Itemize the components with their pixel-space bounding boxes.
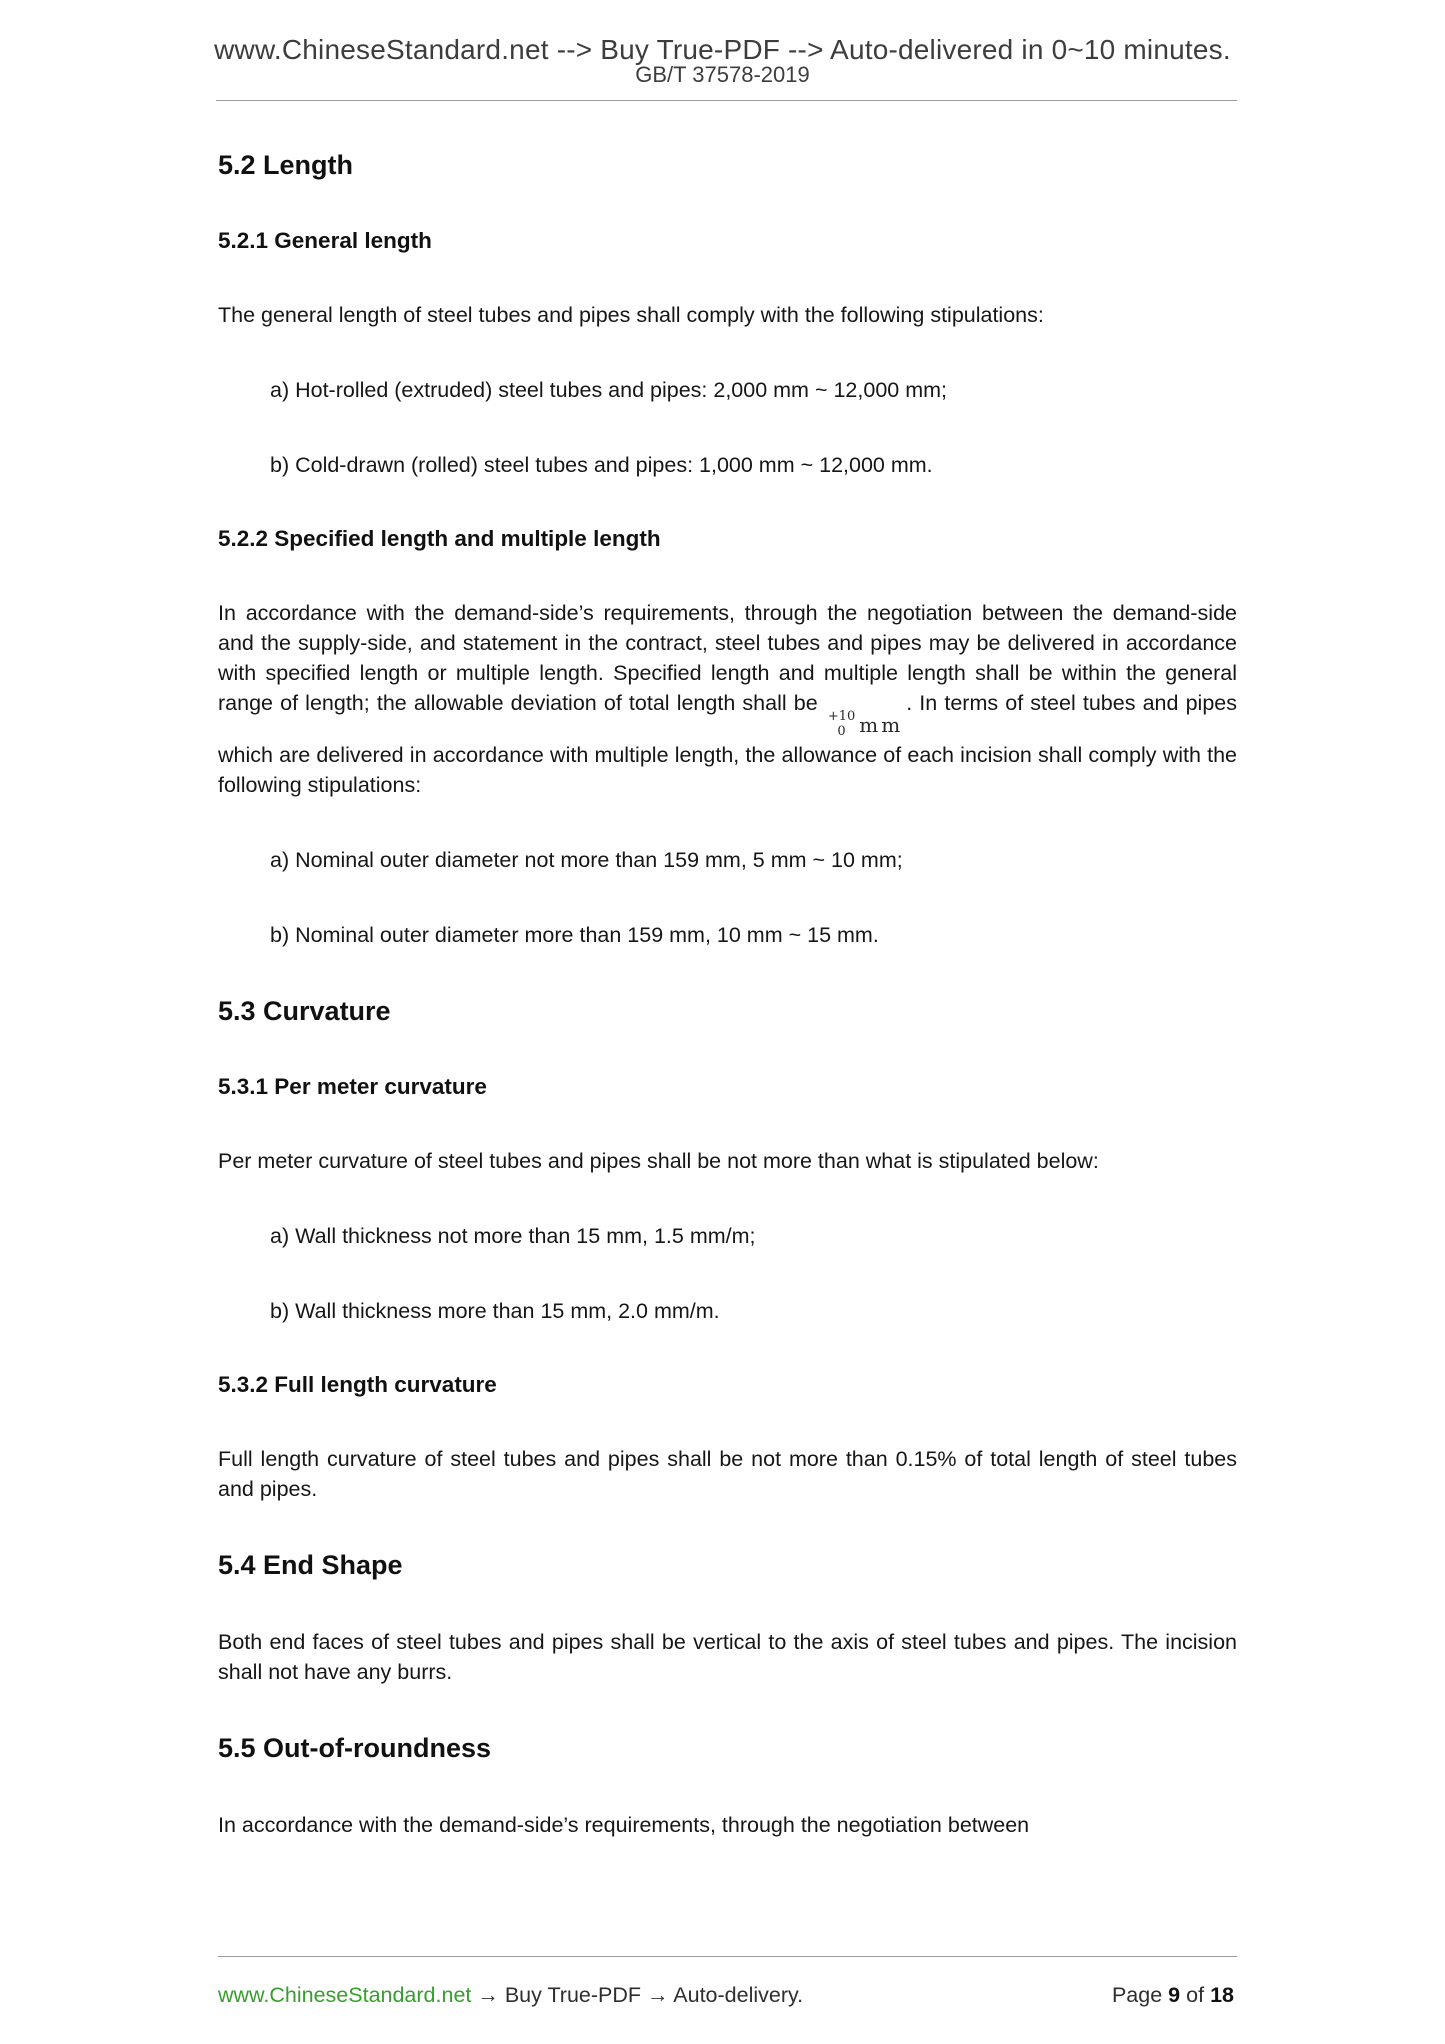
tolerance-unit: mm: [859, 712, 904, 737]
paragraph-out-of-roundness: In accordance with the demand-side’s requirements, through the negotiation between: [218, 1812, 1030, 1837]
paragraph-per-meter-curvature: Per meter curvature of steel tubes and pipes shall be not more than what is stipulated below:: [218, 1148, 1099, 1173]
paragraph-specified-length-pre: In accordance with the demand-side’s requirements, through the negotiation between the demand-side and the supply-side, and statement in the contract, steel tubes and pipes may be delivered in accordance with specified length or multiple length. Specified length and multiple length shall be within the general range of length; the allowable deviation of total length shall be: [218, 601, 1237, 715]
tolerance-upper-value: +10: [827, 709, 856, 724]
header-promo-text: www.ChineseStandard.net --> Buy True-PDF --> Auto-delivered in 0~10 minutes.: [214, 34, 1231, 65]
paragraph-end-shape: Both end faces of steel tubes and pipes shall be vertical to the axis of steel tubes and pipes. The incision shall not have any burrs.: [218, 1629, 1237, 1684]
list-item-cold-drawn: b) Cold-drawn (rolled) steel tubes and pipes: 1,000 mm ~ 12,000 mm.: [270, 453, 933, 477]
section-5-2-1-heading: 5.2.1 General length: [218, 228, 432, 253]
page-header: [0, 0, 1445, 101]
list-item-diameter-more-159: b) Nominal outer diameter more than 159 mm, 10 mm ~ 15 mm.: [270, 922, 879, 947]
current-page-number: 9: [1168, 1983, 1181, 2007]
tolerance-lower-value: 0: [837, 723, 846, 739]
header-divider: [216, 100, 1237, 101]
doc-number: GB/T 37578-2019: [635, 62, 810, 87]
tolerance-stack: [828, 710, 855, 740]
section-5-5-heading: 5.5 Out-of-roundness: [218, 1732, 492, 1763]
section-5-3-2-heading: 5.3.2 Full length curvature: [218, 1371, 497, 1397]
total-page-count: 18: [1210, 1983, 1234, 2007]
list-item-wall-thickness-not-more-15: a) Wall thickness not more than 15 mm, 1.5 mm/m;: [270, 1223, 756, 1248]
list-item-wall-thickness-more-15: b) Wall thickness more than 15 mm, 2.0 mm/m.: [270, 1298, 720, 1323]
paragraph-full-length-curvature: Full length curvature of steel tubes and pipes shall be not more than 0.15% of total length of steel tubes and pipes.: [218, 1446, 1237, 1501]
page-footer: [218, 1956, 1237, 2008]
document-content: [218, 149, 1237, 1840]
section-5-3-heading: 5.3 Curvature: [218, 995, 391, 1026]
list-item-diameter-not-more-159: a) Nominal outer diameter not more than 159 mm, 5 mm ~ 10 mm;: [270, 847, 903, 872]
footer-tagline: [218, 1983, 803, 2008]
of-label: of: [1186, 1983, 1205, 2007]
paragraph-general-length-intro: The general length of steel tubes and pipes shall comply with the following stipulations:: [218, 303, 1044, 327]
page-label: Page: [1111, 1983, 1163, 2007]
footer-site-link[interactable]: www.ChineseStandard.net: [218, 1983, 472, 2007]
paragraph-specified-length: [218, 598, 1237, 800]
section-5-4-heading: 5.4 End Shape: [218, 1549, 403, 1580]
paragraph-specified-length-post: . In terms of steel tubes and pipes which are delivered in accordance with multiple length, the allowance of each incision shall comply with the following stipulations:: [218, 691, 1237, 797]
page-indicator: [1109, 1983, 1237, 2008]
tolerance-notation: [828, 710, 903, 740]
footer-divider: [218, 1956, 1237, 1957]
section-5-2-heading: 5.2 Length: [218, 150, 354, 180]
section-5-2-2-heading: 5.2.2 Specified length and multiple length: [218, 526, 661, 551]
footer-tagline-text: → Buy True-PDF → Auto-delivery.: [471, 1983, 804, 2007]
list-item-hot-rolled: a) Hot-rolled (extruded) steel tubes and pipes: 2,000 mm ~ 12,000 mm;: [270, 378, 947, 402]
section-5-3-1-heading: 5.3.1 Per meter curvature: [218, 1073, 487, 1099]
